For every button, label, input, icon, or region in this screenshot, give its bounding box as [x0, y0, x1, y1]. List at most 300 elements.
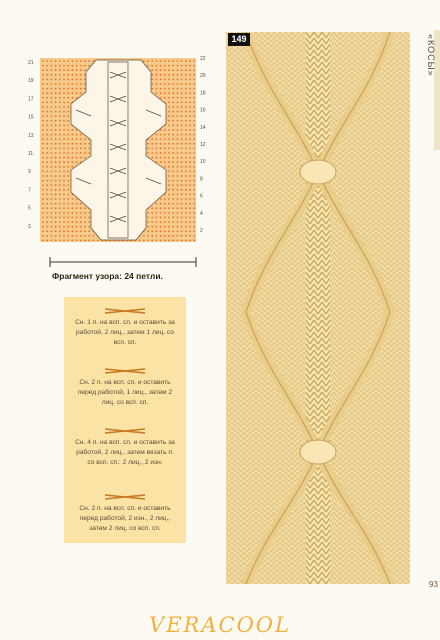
- chart-dot: [93, 60, 95, 62]
- chart-dot: [160, 207, 162, 209]
- chart-dot: [42, 152, 44, 154]
- chart-dot: [67, 198, 69, 200]
- chart-dot: [55, 148, 57, 150]
- chart-dot: [156, 207, 158, 209]
- chart-dot: [185, 180, 187, 182]
- chart-dot: [67, 111, 69, 113]
- chart-dot: [177, 129, 179, 131]
- chart-dot: [63, 171, 65, 173]
- chart-dot: [63, 97, 65, 99]
- row-number-left: 11: [28, 151, 34, 157]
- chart-dot: [63, 111, 65, 113]
- chart-dot: [189, 203, 191, 205]
- chart-dot: [72, 134, 74, 136]
- chart-dot: [189, 217, 191, 219]
- chart-dot: [168, 212, 170, 214]
- chart-dot: [63, 65, 65, 67]
- chart-dot: [156, 148, 158, 150]
- chart-dot: [51, 60, 53, 62]
- chart-dot: [76, 207, 78, 209]
- chart-dot: [72, 79, 74, 81]
- chart-dot: [156, 138, 158, 140]
- chart-dot: [80, 143, 82, 145]
- row-number-right: 6: [200, 193, 203, 200]
- chart-dot: [189, 102, 191, 104]
- chart-dot: [189, 207, 191, 209]
- chart-dot: [185, 102, 187, 104]
- chart-dot: [189, 184, 191, 186]
- chart-dot: [84, 148, 86, 150]
- row-number-left: 3: [28, 223, 31, 230]
- chart-dot: [84, 212, 86, 214]
- chart-dot: [46, 60, 48, 62]
- chart-dot: [42, 184, 44, 186]
- chart-dot: [189, 152, 191, 154]
- chart-dot: [156, 92, 158, 94]
- chart-dot: [72, 88, 74, 90]
- chart-dot: [172, 115, 174, 117]
- chart-dot: [42, 129, 44, 131]
- chart-dot: [156, 230, 158, 232]
- chart-dot: [55, 97, 57, 99]
- chart-dot: [189, 221, 191, 223]
- chart-dot: [51, 184, 53, 186]
- chart-dot: [181, 92, 183, 94]
- chart-dot: [160, 235, 162, 237]
- chart-dot: [189, 74, 191, 76]
- chart-dot: [67, 212, 69, 214]
- chart-dot: [46, 88, 48, 90]
- chart-dot: [177, 83, 179, 85]
- chart-dot: [63, 138, 65, 140]
- chart-dot: [72, 161, 74, 163]
- chart-dot: [80, 203, 82, 205]
- chart-dot: [177, 161, 179, 163]
- chart-dot: [193, 111, 195, 113]
- chart-dot: [63, 235, 65, 237]
- knitted-sample-photo: [226, 32, 410, 584]
- chart-dot: [172, 198, 174, 200]
- chart-dot: [156, 235, 158, 237]
- chart-dot: [181, 166, 183, 168]
- chart-dot: [42, 226, 44, 228]
- chart-dot: [46, 111, 48, 113]
- chart-dot: [181, 175, 183, 177]
- chart-dot: [42, 115, 44, 117]
- chart-dot: [164, 60, 166, 62]
- chart-dot: [189, 175, 191, 177]
- chart-dot: [84, 83, 86, 85]
- chart-dot: [156, 88, 158, 90]
- chart-dot: [151, 74, 153, 76]
- chart-dot: [189, 226, 191, 228]
- chart-dot: [177, 203, 179, 205]
- chart-dot: [172, 230, 174, 232]
- chart-dot: [55, 194, 57, 196]
- chart-dot: [181, 171, 183, 173]
- chart-dot: [151, 230, 153, 232]
- chart-dot: [168, 65, 170, 67]
- chart-dot: [193, 198, 195, 200]
- chart-dot: [181, 226, 183, 228]
- chart-dot: [42, 138, 44, 140]
- chart-dot: [189, 60, 191, 62]
- chart-dot: [63, 125, 65, 127]
- chart-dot: [185, 111, 187, 113]
- chart-dot: [189, 171, 191, 173]
- chart-dot: [42, 65, 44, 67]
- chart-dot: [67, 166, 69, 168]
- chart-dot: [67, 60, 69, 62]
- chart-dot: [185, 79, 187, 81]
- chart-dot: [46, 125, 48, 127]
- chart-dot: [181, 217, 183, 219]
- chart-dot: [67, 97, 69, 99]
- chart-dot: [151, 226, 153, 228]
- chart-dot: [172, 102, 174, 104]
- chart-dot: [84, 235, 86, 237]
- chart-dot: [193, 134, 195, 136]
- chart-dot: [76, 148, 78, 150]
- row-number-left: 21: [28, 60, 34, 66]
- chart-dot: [42, 102, 44, 104]
- chart-dot: [177, 74, 179, 76]
- chart-dot: [185, 120, 187, 122]
- chart-dot: [80, 74, 82, 76]
- chart-dot: [160, 69, 162, 71]
- chart-dot: [193, 74, 195, 76]
- chart-dot: [51, 65, 53, 67]
- chart-dot: [51, 88, 53, 90]
- legend-item: [72, 493, 178, 534]
- chart-dot: [168, 240, 170, 242]
- chart-dot: [59, 240, 61, 242]
- chart-dot: [185, 171, 187, 173]
- chart-dot: [160, 152, 162, 154]
- chart-dot: [156, 152, 158, 154]
- chart-dot: [46, 221, 48, 223]
- chart-dot: [46, 102, 48, 104]
- chart-dot: [164, 74, 166, 76]
- chart-dot: [67, 217, 69, 219]
- chart-dot: [76, 226, 78, 228]
- chart-dot: [76, 203, 78, 205]
- chart-dot: [172, 184, 174, 186]
- chart-dot: [51, 111, 53, 113]
- chart-dot: [168, 125, 170, 127]
- chart-dot: [55, 152, 57, 154]
- row-number-right: 20: [200, 73, 206, 80]
- chart-dot: [59, 115, 61, 117]
- chart-dot: [181, 74, 183, 76]
- chart-dot: [193, 226, 195, 228]
- chart-dot: [189, 111, 191, 113]
- chart-dot: [168, 157, 170, 159]
- chart-dot: [177, 207, 179, 209]
- chart-dot: [46, 129, 48, 131]
- chart-dot: [59, 60, 61, 62]
- chart-dot: [72, 74, 74, 76]
- chart-dot: [72, 60, 74, 62]
- chart-dot: [51, 92, 53, 94]
- chart-dot: [46, 97, 48, 99]
- chart-dot: [67, 138, 69, 140]
- chart-dot: [189, 92, 191, 94]
- chart-dot: [51, 106, 53, 108]
- chart-dot: [46, 217, 48, 219]
- chart-dot: [185, 203, 187, 205]
- chart-dot: [177, 120, 179, 122]
- chart-dot: [181, 235, 183, 237]
- chart-dot: [185, 240, 187, 242]
- chart-dot: [181, 152, 183, 154]
- chart-dot: [181, 134, 183, 136]
- chart-dot: [156, 226, 158, 228]
- chart-dot: [88, 230, 90, 232]
- chart-dot: [59, 221, 61, 223]
- chart-dot: [67, 102, 69, 104]
- chart-dot: [46, 152, 48, 154]
- chart-dot: [189, 138, 191, 140]
- chart-dot: [147, 240, 149, 242]
- chart-dot: [172, 97, 174, 99]
- chart-dot: [84, 138, 86, 140]
- chart-dot: [168, 166, 170, 168]
- chart-dot: [46, 115, 48, 117]
- chart-dot: [67, 230, 69, 232]
- chart-dot: [168, 83, 170, 85]
- chart-dot: [51, 217, 53, 219]
- chart-dot: [55, 111, 57, 113]
- chart-dot: [147, 230, 149, 232]
- chart-dot: [185, 226, 187, 228]
- chart-dot: [76, 212, 78, 214]
- chart-dot: [76, 161, 78, 163]
- chart-dot: [67, 65, 69, 67]
- chart-dot: [51, 148, 53, 150]
- chart-dot: [193, 143, 195, 145]
- chart-dot: [55, 212, 57, 214]
- chart-dot: [181, 106, 183, 108]
- chart-dot: [185, 161, 187, 163]
- chart-dot: [189, 230, 191, 232]
- chart-dot: [177, 226, 179, 228]
- chart-dot: [42, 148, 44, 150]
- chart-dot: [67, 129, 69, 131]
- chart-dot: [59, 83, 61, 85]
- chart-dot: [156, 60, 158, 62]
- chart-dot: [63, 69, 65, 71]
- chart-dot: [46, 138, 48, 140]
- chart-dot: [147, 217, 149, 219]
- chart-dot: [151, 152, 153, 154]
- chart-dot: [177, 240, 179, 242]
- chart-dot: [168, 69, 170, 71]
- chart-dot: [193, 189, 195, 191]
- chart-dot: [46, 226, 48, 228]
- chart-dot: [42, 207, 44, 209]
- chart-dot: [177, 92, 179, 94]
- chart-dot: [51, 180, 53, 182]
- chart-dot: [172, 152, 174, 154]
- chart-dot: [151, 60, 153, 62]
- chart-dot: [172, 175, 174, 177]
- chart-dot: [193, 194, 195, 196]
- chart-dot: [59, 157, 61, 159]
- chart-dot: [42, 171, 44, 173]
- chart-dot: [168, 184, 170, 186]
- row-number-right: 8: [200, 176, 203, 183]
- chart-dot: [160, 212, 162, 214]
- chart-dot: [172, 129, 174, 131]
- chart-dot: [59, 203, 61, 205]
- chart-dot: [168, 235, 170, 237]
- chart-dot: [172, 65, 174, 67]
- chart-dot: [156, 217, 158, 219]
- chart-dot: [181, 180, 183, 182]
- chart-dot: [55, 221, 57, 223]
- chart-dot: [42, 69, 44, 71]
- chart-dot: [59, 97, 61, 99]
- row-number-right: 10: [200, 159, 206, 166]
- chart-dot: [181, 212, 183, 214]
- chart-dot: [193, 65, 195, 67]
- chart-dot: [63, 83, 65, 85]
- chart-dot: [46, 166, 48, 168]
- chart-dot: [67, 171, 69, 173]
- chart-dot: [160, 221, 162, 223]
- chart-dot: [51, 83, 53, 85]
- chart-dot: [72, 157, 74, 159]
- chart-dot: [46, 106, 48, 108]
- chart-dot: [42, 235, 44, 237]
- chart-dot: [181, 148, 183, 150]
- chart-dot: [72, 235, 74, 237]
- chart-dot: [59, 111, 61, 113]
- chart-dot: [172, 74, 174, 76]
- chart-dot: [185, 184, 187, 186]
- chart-dot: [189, 148, 191, 150]
- chart-dot: [181, 60, 183, 62]
- chart-dot: [164, 83, 166, 85]
- chart-dot: [46, 134, 48, 136]
- chart-dot: [51, 79, 53, 81]
- chart-dot: [46, 184, 48, 186]
- chart-dot: [160, 88, 162, 90]
- chart-dot: [63, 79, 65, 81]
- chart-dot: [67, 235, 69, 237]
- chart-dot: [156, 69, 158, 71]
- chart-dot: [72, 217, 74, 219]
- chart-dot: [76, 157, 78, 159]
- chart-dot: [193, 152, 195, 154]
- chart-dot: [168, 175, 170, 177]
- chart-dot: [88, 217, 90, 219]
- chart-dot: [59, 69, 61, 71]
- chart-dot: [177, 194, 179, 196]
- chart-dot: [168, 134, 170, 136]
- chart-dot: [147, 226, 149, 228]
- chart-dot: [177, 189, 179, 191]
- chart-dot: [164, 138, 166, 140]
- chart-dot: [67, 240, 69, 242]
- chart-dot: [72, 230, 74, 232]
- chart-dot: [59, 230, 61, 232]
- row-number-right: 2: [200, 228, 203, 234]
- chart-dot: [72, 129, 74, 131]
- chart-dot: [193, 106, 195, 108]
- chart-dot: [160, 138, 162, 140]
- chart-dot: [164, 203, 166, 205]
- chart-dot: [55, 203, 57, 205]
- chart-dot: [164, 148, 166, 150]
- chart-dot: [46, 83, 48, 85]
- chart-dot: [80, 157, 82, 159]
- chart-dot: [51, 102, 53, 104]
- chart-dot: [164, 161, 166, 163]
- chart-dot: [42, 194, 44, 196]
- chart-dot: [72, 97, 74, 99]
- chart-dot: [172, 221, 174, 223]
- chart-dot: [160, 198, 162, 200]
- chart-dot: [189, 125, 191, 127]
- chart-dot: [42, 230, 44, 232]
- chart-dot: [185, 217, 187, 219]
- chart-dot: [151, 240, 153, 242]
- section-title: «КОСЫ»: [426, 34, 436, 77]
- chart-dot: [51, 143, 53, 145]
- chart-dot: [185, 106, 187, 108]
- chart-dot: [181, 157, 183, 159]
- chart-dot: [147, 148, 149, 150]
- chart-dot: [168, 203, 170, 205]
- chart-dot: [177, 166, 179, 168]
- chart-dot: [164, 88, 166, 90]
- chart-dot: [147, 221, 149, 223]
- chart-dot: [46, 74, 48, 76]
- chart-dot: [193, 138, 195, 140]
- chart-dot: [185, 198, 187, 200]
- chart-dot: [59, 212, 61, 214]
- chart-dot: [168, 74, 170, 76]
- chart-dot: [168, 221, 170, 223]
- chart-dot: [42, 74, 44, 76]
- chart-dot: [172, 161, 174, 163]
- chart-dot: [193, 97, 195, 99]
- chart-dot: [177, 69, 179, 71]
- chart-dot: [151, 207, 153, 209]
- chart-dot: [76, 65, 78, 67]
- chart-dot: [164, 198, 166, 200]
- chart-dot: [177, 157, 179, 159]
- chart-dot: [67, 69, 69, 71]
- chart-dot: [42, 166, 44, 168]
- chart-dot: [160, 74, 162, 76]
- chart-dot: [42, 120, 44, 122]
- chart-dot: [51, 203, 53, 205]
- chart-dot: [84, 60, 86, 62]
- chart-dot: [164, 79, 166, 81]
- chart-dot: [185, 69, 187, 71]
- chart-dot: [181, 83, 183, 85]
- chart-dot: [181, 207, 183, 209]
- page-number: 93: [429, 580, 438, 589]
- chart-dot: [42, 106, 44, 108]
- chart-dot: [181, 161, 183, 163]
- chart-dot: [84, 217, 86, 219]
- chart-dot: [88, 226, 90, 228]
- chart-dot: [59, 226, 61, 228]
